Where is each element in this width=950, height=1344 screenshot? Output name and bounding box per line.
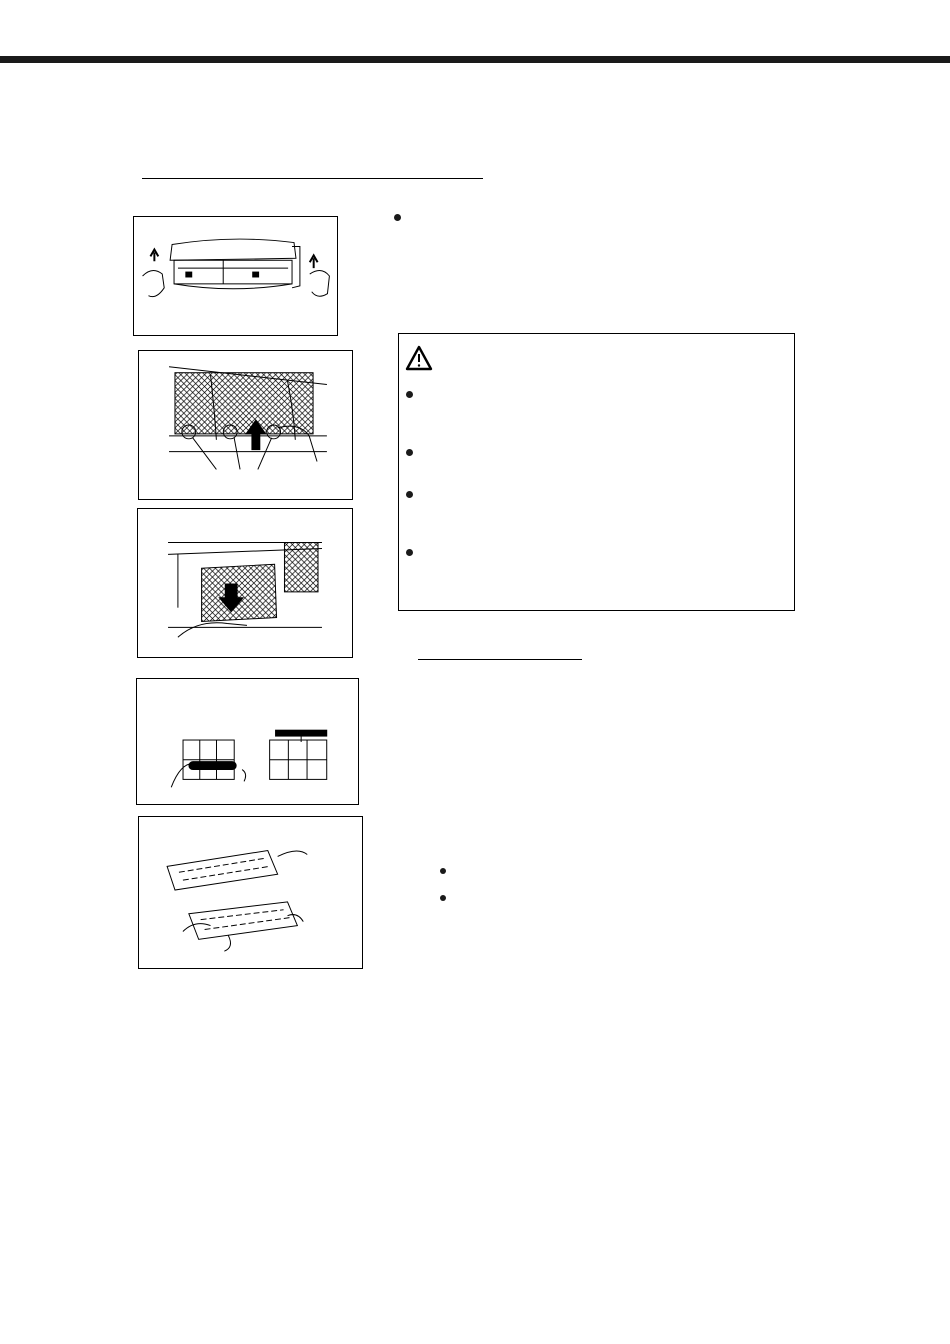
detach-deodorizing-filter-illustration	[136, 678, 359, 805]
bullet	[394, 214, 401, 221]
pull-out-air-filter-illustration	[137, 508, 353, 658]
warning-bullet	[406, 449, 413, 456]
list-bullet	[440, 895, 446, 901]
top-rule	[0, 56, 950, 63]
remove-front-panel-illustration	[133, 216, 338, 336]
warning-box	[398, 333, 795, 611]
warning-bullet	[406, 549, 413, 556]
warning-triangle-icon	[405, 345, 433, 371]
subsection-title-underline	[418, 659, 582, 660]
section-title-underline	[142, 178, 483, 179]
warning-bullet	[406, 391, 413, 398]
list-bullet	[440, 868, 446, 874]
warning-bullet	[406, 491, 413, 498]
release-air-filter-illustration	[138, 350, 353, 500]
wash-air-filter-illustration	[138, 816, 363, 969]
